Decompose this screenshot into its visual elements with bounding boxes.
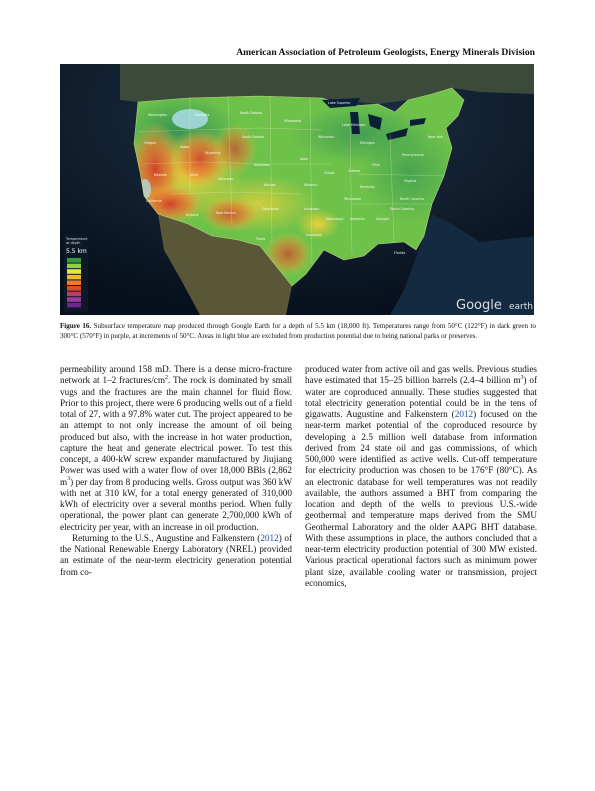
- text-run: ) focused on the near-term market potential of the coproduced resource by developing a 2.5 million well database from information derived from 24 state oil and gas commissions, of which 500,000 were identified as active wells. Cut-off temperature for electricity production was chosen to be 176°F (80°C). As an electronic database for well temperatures was not readily available, the authors assumed a BHT from comparing the location and depth of the wells to previous U.S.-wide geothermal and temperature maps derived from the SMU Geothermal Laboratory and the older AAPG BHT database. With these assumptions in place, the authors concluded that a near-term electricity production potential of 300 MW existed. Various practical operational factors such as minimum power plant size, available cooling water or transmission, project economics,: [305, 409, 538, 588]
- state-label: North Carolina: [400, 197, 424, 201]
- text-run: . The rock is dominated by small vugs and the fractures are the main channel for fluid flow. Prior to this project, there were 6 producing wells out of a field total of 27, with a 97.8% water cut. The project appeared to be an attempt to not only increase the amount of oil being produced but also, with the increase in hot water production, capture the heat and generate electrical power. To test this concept, a 400-kW screw expander manufactured by Jiujiang Power was used with a water flow of over 18,000 BBls (2,862 m: [60, 375, 292, 487]
- state-label: Indiana: [348, 169, 361, 173]
- legend-swatch: [67, 297, 81, 302]
- legend-swatch: [67, 264, 81, 269]
- legend-depth: 5.5 km: [66, 248, 87, 255]
- legend-swatch: [67, 303, 81, 308]
- temperature-map-svg: [60, 64, 534, 315]
- caption-text: Subsurface temperature map produced through Google Earth for a depth of 5.5 km (18,000 ft). Temperatures range from 50°C (122°F) in dark green to 300°C (570°F) in purple, at increments of 50°C. Areas in light blue are excluded from production potential due to being national parks or preserves.: [60, 322, 537, 340]
- state-label: California: [146, 199, 162, 203]
- left-paragraph-2: [60, 533, 292, 578]
- state-label: Florida: [394, 251, 406, 255]
- state-label: Nebraska: [254, 163, 270, 167]
- state-label: Nevada: [154, 173, 167, 177]
- legend-swatch: [67, 292, 81, 297]
- legend-swatch: [67, 280, 81, 285]
- text-run: ) of water are coproduced annually. These studies suggested that total electricity generation potential could be in the tens of gigawatts. Augustine and Falkenstern (: [305, 375, 538, 419]
- state-label: Missouri: [304, 183, 318, 187]
- left-column: [60, 364, 292, 578]
- state-label: Idaho: [180, 145, 190, 149]
- running-header: American Association of Petroleum Geologists, Energy Minerals Division: [236, 47, 535, 58]
- superscript: 3: [67, 475, 71, 482]
- legend-title: Temperature: [66, 237, 88, 241]
- state-label: Mississippi: [326, 217, 344, 221]
- state-label: Wisconsin: [318, 135, 335, 139]
- state-label: Kansas: [264, 183, 276, 187]
- left-paragraph-1: [60, 364, 292, 533]
- text-run: ) of the National Renewable Energy Laboratory (NREL) provided an estimate of the near-term electricity generation potential from co-: [60, 532, 293, 577]
- state-label: Texas: [256, 237, 266, 241]
- state-label: Pennsylvania: [402, 153, 424, 157]
- caption-label: Figure 16.: [60, 322, 92, 330]
- superscript: 2: [165, 374, 169, 381]
- text-run: produced water from active oil and gas wells. Previous studies have estimated that 15–25 billion barrels (2.4–4 billion m: [305, 364, 537, 386]
- state-label: Kentucky: [360, 185, 376, 189]
- state-label: Tennessee: [344, 197, 362, 201]
- state-label: Arkansas: [304, 207, 320, 211]
- earth-logo-text: earth: [509, 302, 533, 312]
- state-label: Wyoming: [205, 151, 221, 155]
- state-label: Arizona: [186, 213, 199, 217]
- state-label: North Dakota: [240, 111, 262, 115]
- state-label: Alabama: [350, 217, 365, 221]
- state-label: Oklahoma: [262, 207, 279, 211]
- legend-subtitle: at depth: [66, 241, 81, 245]
- right-paragraph-1: [305, 364, 537, 589]
- figure-caption: [60, 322, 536, 341]
- state-label: Minnesota: [284, 119, 302, 123]
- state-label: Colorado: [218, 177, 233, 181]
- superscript: 3: [520, 374, 524, 381]
- legend-swatch: [67, 286, 81, 291]
- legend-swatch: [67, 269, 81, 274]
- state-label: New Mexico: [216, 211, 236, 215]
- citation-link[interactable]: 2012: [260, 532, 279, 543]
- legend-swatches: [67, 258, 81, 307]
- right-column: [305, 364, 537, 589]
- google-logo-text: Google: [456, 298, 502, 313]
- state-label: Illinois: [324, 171, 335, 175]
- state-label: South Dakota: [242, 135, 265, 139]
- state-label: Utah: [190, 173, 198, 177]
- lake-label: Lake Superior: [328, 101, 351, 105]
- citation-link[interactable]: 2012: [454, 409, 474, 419]
- text-run: ) per day from 8 producing wells. Gross output was 360 kW with net at 310 kW, for a total energy generated of 310,000 kWh of electricity over a several months period. When fully operational, the power plant can generate 2,700,000 kWh of electricity per year, with an increase in oil production.: [60, 476, 292, 532]
- temperature-legend: [64, 234, 88, 312]
- state-label: Louisiana: [306, 233, 322, 237]
- state-label: Oregon: [144, 141, 157, 145]
- text-run: Returning to the U.S., Augustine and Falkenstern (: [72, 532, 261, 543]
- text-run: permeability around 158 mD. There is a dense micro-fracture network at 1–2 fractures/cm: [60, 364, 292, 386]
- state-label: Montana: [195, 113, 210, 117]
- state-label: Washington: [148, 113, 168, 117]
- legend-swatch: [67, 258, 81, 263]
- state-label: Virginia: [404, 179, 417, 183]
- figure-16-temperature-map: [60, 64, 534, 315]
- legend-swatch: [67, 275, 81, 280]
- lake-label: Lake Michigan: [342, 123, 366, 127]
- state-label: Iowa: [300, 157, 308, 161]
- state-label: South Carolina: [390, 207, 415, 211]
- state-label: Georgia: [376, 217, 389, 221]
- state-label: Michigan: [360, 141, 375, 145]
- state-label: Ohio: [372, 163, 380, 167]
- state-label: New York: [428, 135, 444, 139]
